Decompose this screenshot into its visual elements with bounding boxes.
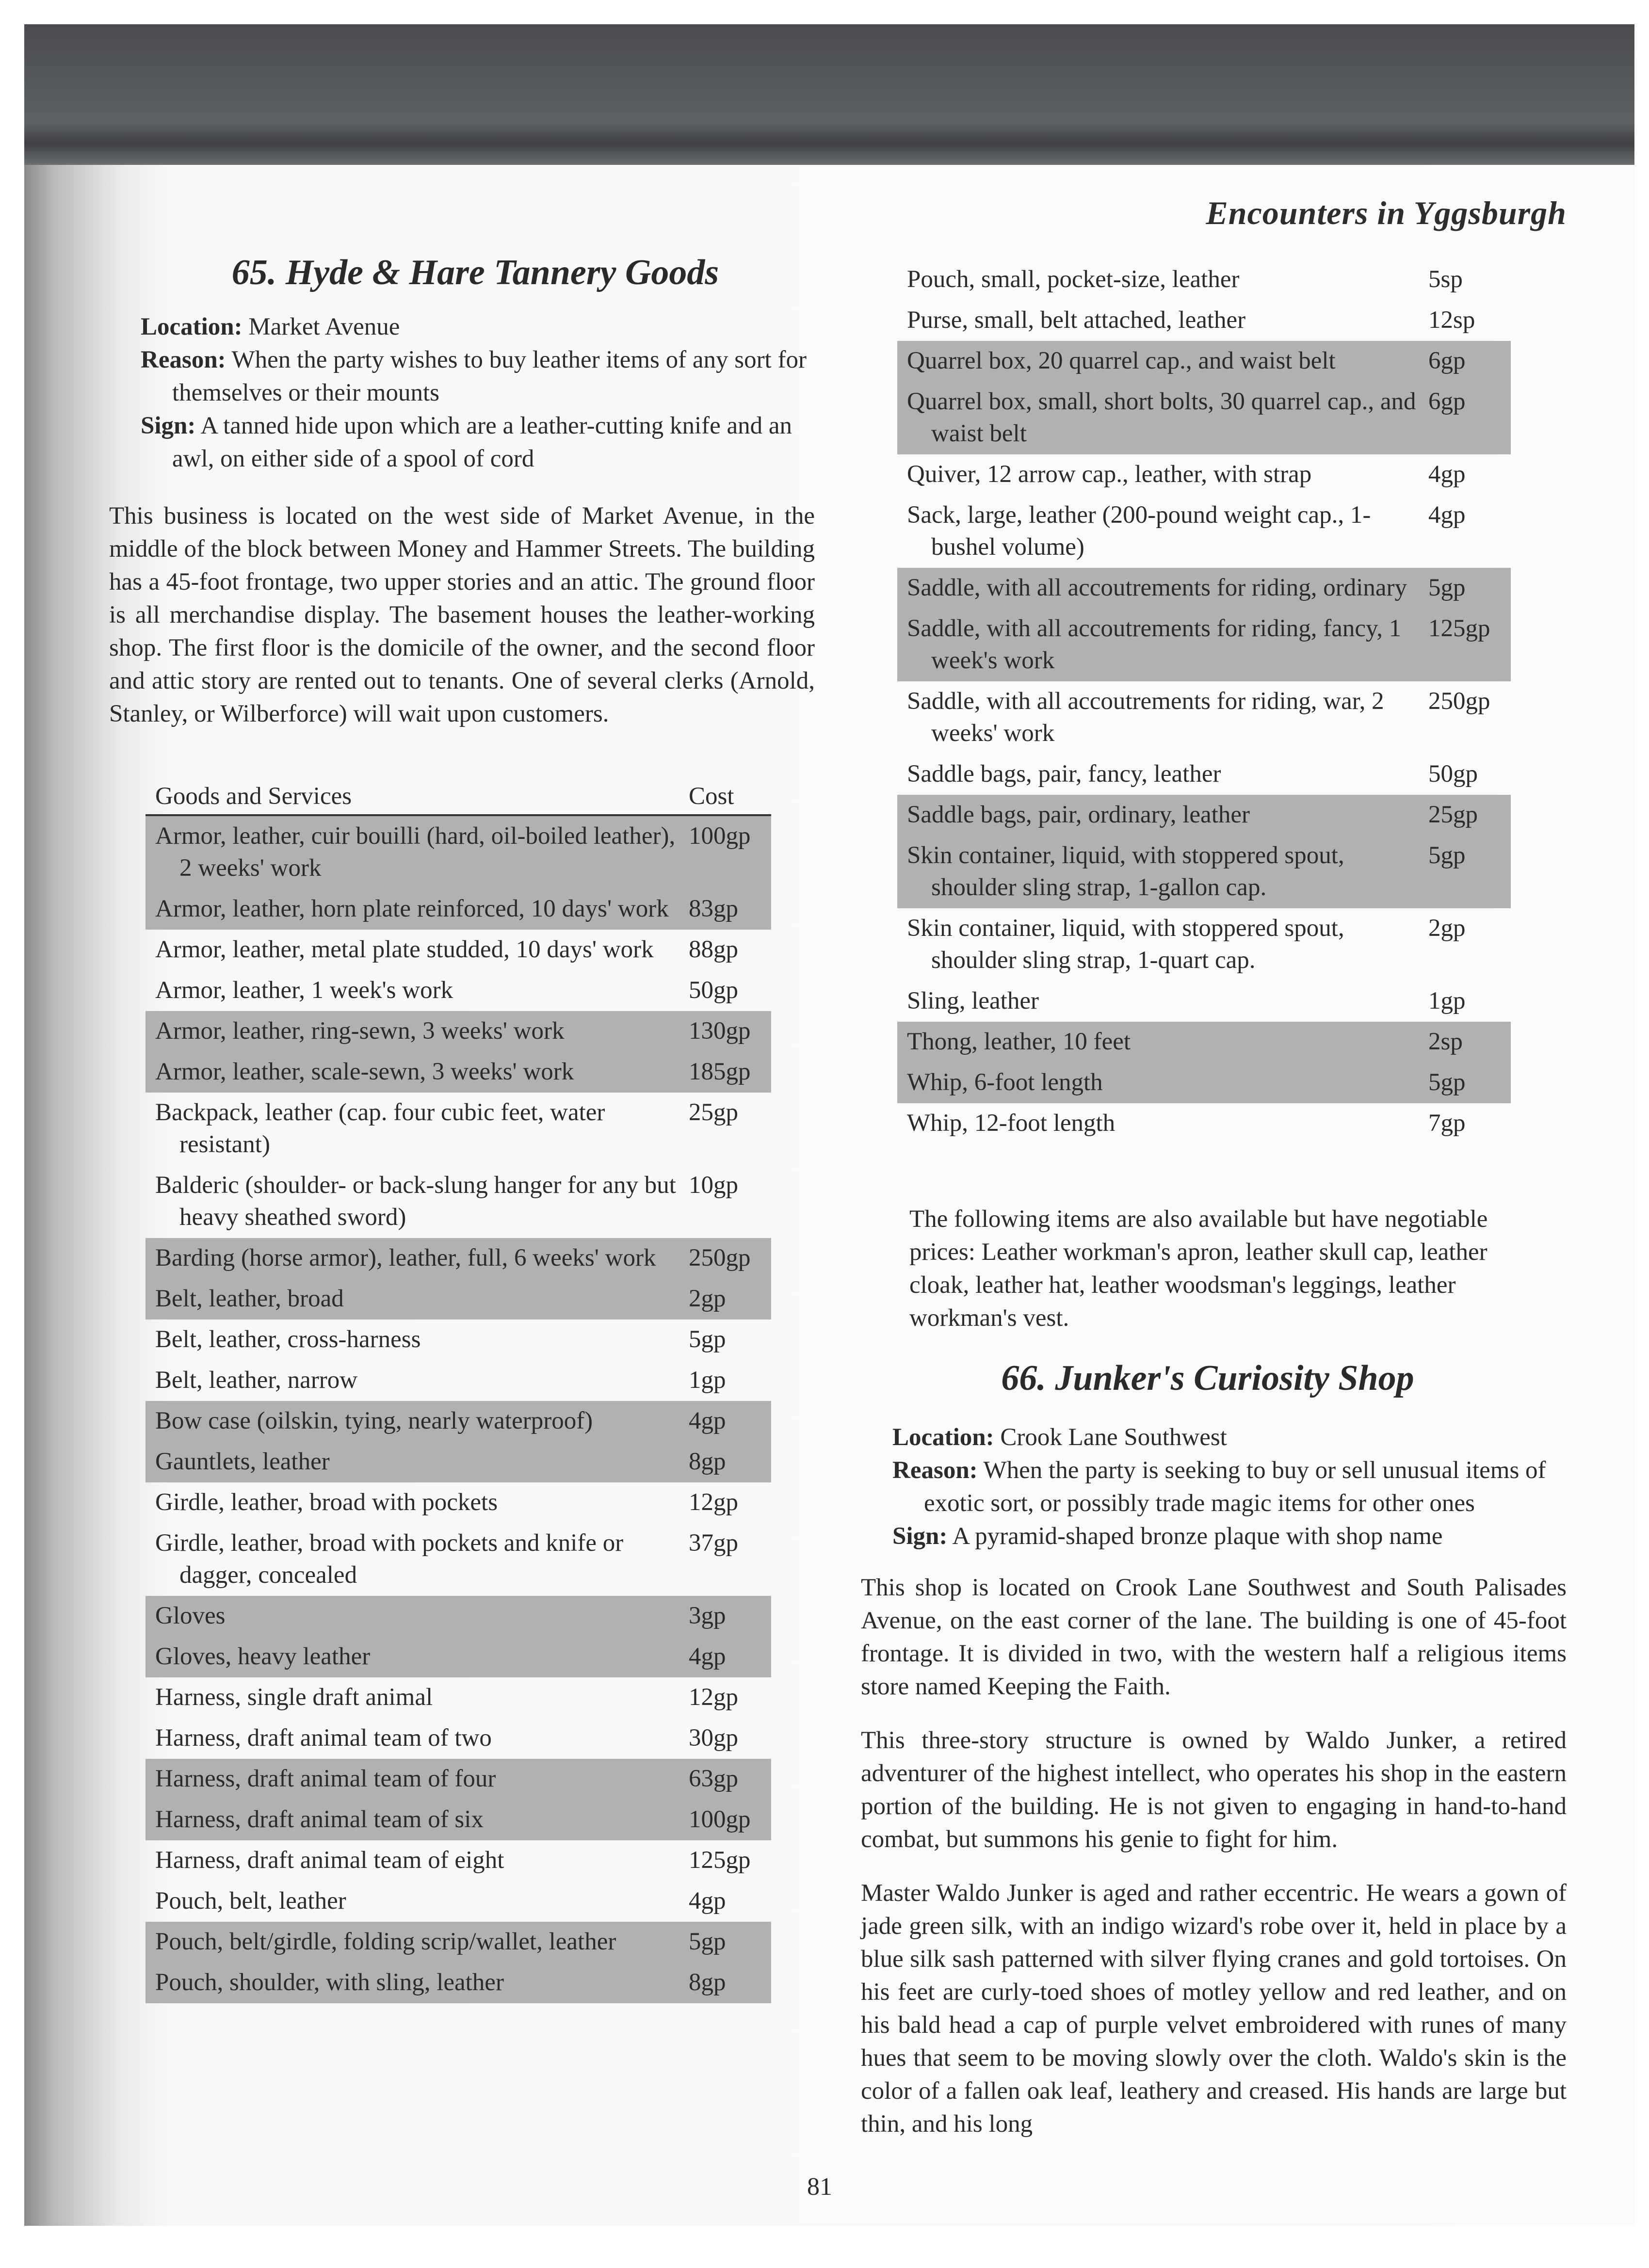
table-row [146,930,771,970]
table-row [146,1360,771,1401]
item-cost: 50gp [689,977,738,1004]
sign-line: Sign: A pyramid-shaped bronze plaque with shop name [892,1523,1443,1550]
item-cost: 4gp [1428,501,1466,529]
table-row [897,981,1511,1022]
item-name: Saddle, with all accoutrements for riding, ordinary [907,574,1407,601]
section-66-info [892,1421,1567,1553]
item-name: Backpack, leather (cap. four cubic feet, water resistant) [155,1099,605,1158]
table-row [146,816,771,889]
item-name: Saddle, with all accoutrements for riding, war, 2 weeks' work [907,688,1384,747]
item-name: Belt, leather, cross-harness [155,1326,421,1353]
table-row [146,1881,771,1922]
table-row [897,259,1511,300]
table-row [146,1677,771,1718]
item-cost: 12sp [1428,306,1475,334]
table-row [146,1093,771,1165]
item-cost: 8gp [689,1448,726,1475]
item-cost: 185gp [689,1058,751,1085]
item-name: Belt, leather, broad [155,1285,344,1312]
item-name: Skin container, liquid, with stoppered spout, shoulder sling strap, 1-gallon cap. [907,842,1344,901]
item-cost: 4gp [689,1887,726,1914]
reason-line: Reason: When the party is seeking to buy or sell unusual items of exotic sort, or possibly trade magic items for other ones [892,1457,1546,1517]
table-row [897,382,1511,454]
item-name: Armor, leather, 1 week's work [155,977,453,1004]
item-cost: 3gp [689,1602,726,1629]
item-name: Whip, 12-foot length [907,1110,1116,1137]
item-name: Sack, large, leather (200-pound weight cap., 1-bushel volume) [907,501,1371,561]
table-row [897,495,1511,568]
item-name: Harness, draft animal team of eight [155,1847,504,1874]
table-row [146,1052,771,1093]
item-cost: 100gp [689,1806,751,1833]
item-name: Sling, leather [907,987,1039,1014]
item-cost: 4gp [689,1407,726,1434]
table-row [146,1401,771,1442]
item-cost: 6gp [1428,388,1466,415]
item-name: Pouch, small, pocket-size, leather [907,266,1240,293]
item-cost: 7gp [1428,1110,1466,1137]
item-name: Armor, leather, cuir bouilli (hard, oil-boiled leather), 2 weeks' work [155,822,676,882]
item-name: Quarrel box, 20 quarrel cap., and waist belt [907,347,1336,374]
table-row [146,889,771,930]
item-name: Gauntlets, leather [155,1448,330,1475]
section-65-title: 65. Hyde & Hare Tannery Goods [231,253,719,292]
table-row [146,1840,771,1881]
table-row [146,1962,771,2003]
table-row [146,1165,771,1238]
table-row [146,1718,771,1759]
item-cost: 50gp [1428,760,1478,788]
table-row [146,1596,771,1637]
item-cost: 5gp [689,1928,726,1955]
item-cost: 5gp [1428,574,1466,601]
item-name: Balderic (shoulder- or back-slung hanger for any but heavy sheathed sword) [155,1172,676,1231]
item-name: Gloves, heavy leather [155,1643,371,1670]
item-cost: 37gp [689,1529,738,1557]
table-row [897,300,1511,341]
item-name: Belt, leather, narrow [155,1367,358,1394]
item-cost: 25gp [1428,801,1478,828]
sign-line: Sign: A tanned hide upon which are a leather-cutting knife and an awl, on either side of a spool of cord [141,412,792,472]
item-cost: 8gp [689,1969,726,1996]
item-cost: 5gp [689,1326,726,1353]
item-name: Saddle, with all accoutrements for riding, fancy, 1 week's work [907,615,1402,674]
table-row [897,908,1511,981]
page-number: 81 [807,2173,832,2201]
item-cost: 5gp [1428,842,1466,869]
section-66-title: 66. Junker's Curiosity Shop [1001,1358,1414,1398]
location-line: Location: Crook Lane Southwest [892,1424,1227,1451]
item-name: Saddle bags, pair, fancy, leather [907,760,1221,788]
table-row [146,1319,771,1360]
table-row [897,1103,1511,1144]
item-name: Armor, leather, scale-sewn, 3 weeks' work [155,1058,574,1085]
item-name: Barding (horse armor), leather, full, 6 weeks' work [155,1244,656,1271]
item-cost: 2gp [1428,915,1466,942]
item-cost: 12gp [689,1489,738,1516]
item-name: Gloves [155,1602,226,1629]
item-name: Quiver, 12 arrow cap., leather, with strap [907,461,1312,488]
goods-table-right [897,259,1511,1144]
table-row [146,1759,771,1800]
table-row [146,1482,771,1523]
item-name: Armor, leather, ring-sewn, 3 weeks' work [155,1017,565,1045]
table-row [897,1062,1511,1103]
header-cost: Cost [689,783,734,810]
item-cost: 2gp [689,1285,726,1312]
item-cost: 5gp [1428,1069,1466,1096]
scan-top-shadow [24,24,1634,165]
item-cost: 25gp [689,1099,738,1126]
item-cost: 125gp [689,1847,751,1874]
item-cost: 250gp [1428,688,1490,715]
table-row [146,970,771,1011]
item-name: Pouch, belt/girdle, folding scrip/wallet, leather [155,1928,616,1955]
item-cost: 6gp [1428,347,1466,374]
item-cost: 1gp [689,1367,726,1394]
item-cost: 2sp [1428,1028,1463,1055]
reason-line: Reason: When the party wishes to buy leather items of any sort for themselves or their mounts [141,346,807,406]
section-66-para-3: Master Waldo Junker is aged and rather eccentric. He wears a gown of jade green silk, with an indigo wizard's robe over it, held in place by a blue silk sash patterned with silver flying cranes and gold tortoises. On his feet are curly-toed shoes of motley yellow and red leather, and on his bald head a cap of purple velvet embroidered with runes of many hues that seem to be moving slowly over the cloth. Waldo's skin is the color of a fallen oak leaf, leathery and creased. His hands are large but thin, and his long [861,1880,1567,2138]
item-name: Harness, draft animal team of two [155,1724,492,1752]
item-name: Pouch, shoulder, with sling, leather [155,1969,504,1996]
table-row [897,609,1511,681]
table-row [897,341,1511,382]
item-cost: 100gp [689,822,751,850]
item-name: Saddle bags, pair, ordinary, leather [907,801,1250,828]
item-cost: 12gp [689,1684,738,1711]
section-65-info [141,310,815,475]
negotiable-note: The following items are also available but have negotiable prices: Leather workman's apron, leather skull cap, leather cloak, leather hat, leather woodsman's leggings, leather workman's vest. [909,1206,1488,1332]
item-name: Purse, small, belt attached, leather [907,306,1246,334]
item-name: Armor, leather, metal plate studded, 10 days' work [155,936,654,963]
item-name: Harness, draft animal team of four [155,1765,496,1792]
item-cost: 63gp [689,1765,738,1792]
table-row [897,795,1511,836]
item-cost: 10gp [689,1172,738,1199]
item-cost: 5sp [1428,266,1463,293]
table-row [146,1637,771,1677]
table-row [146,1523,771,1596]
item-name: Girdle, leather, broad with pockets and knife or dagger, concealed [155,1529,624,1589]
goods-table-left [146,778,771,2003]
item-name: Harness, draft animal team of six [155,1806,484,1833]
table-row [897,454,1511,495]
item-cost: 4gp [1428,461,1466,488]
table-row [146,1238,771,1279]
item-cost: 88gp [689,936,738,963]
table-row [897,836,1511,908]
section-66-para-2: This three-story structure is owned by Waldo Junker, a retired adventurer of the highest intellect, who operates his shop in the eastern portion of the building. He is not given to engaging in hand-to-hand combat, but summons his genie to fight for him. [861,1727,1567,1853]
table-header [146,778,771,816]
table-row [146,1442,771,1482]
item-name: Armor, leather, horn plate reinforced, 10 days' work [155,895,669,922]
item-cost: 4gp [689,1643,726,1670]
table-row [897,681,1511,754]
item-cost: 30gp [689,1724,738,1752]
section-65-description: This business is located on the west side of Market Avenue, in the middle of the block between Money and Hammer Streets. The building has a 45-foot frontage, two upper stories and an attic. The ground floor is all merchandise display. The basement houses the leather-working shop. The first floor is the domicile of the owner, and the second floor and attic story are rented out to tenants. One of several clerks (Arnold, Stanley, or Wilberforce) will wait upon customers. [109,502,815,727]
item-cost: 125gp [1428,615,1490,642]
running-header: Encounters in Yggsburgh [1206,194,1567,231]
location-line: Location: Market Avenue [141,313,400,340]
table-row [146,1800,771,1840]
item-cost: 1gp [1428,987,1466,1014]
item-cost: 83gp [689,895,738,922]
table-body-continued [897,259,1511,1144]
item-name: Skin container, liquid, with stoppered spout, shoulder sling strap, 1-quart cap. [907,915,1344,974]
table-row [146,1011,771,1052]
table-row [146,1922,771,1962]
header-goods: Goods and Services [155,783,352,810]
item-name: Thong, leather, 10 feet [907,1028,1131,1055]
item-name: Bow case (oilskin, tying, nearly waterproof) [155,1407,593,1434]
table-row [897,1022,1511,1062]
item-name: Pouch, belt, leather [155,1887,346,1914]
table-row [897,754,1511,795]
item-name: Whip, 6-foot length [907,1069,1103,1096]
item-name: Harness, single draft animal [155,1684,433,1711]
item-name: Girdle, leather, broad with pockets [155,1489,498,1516]
item-name: Quarrel box, small, short bolts, 30 quarrel cap., and waist belt [907,388,1416,447]
item-cost: 250gp [689,1244,751,1271]
section-66-para-1: This shop is located on Crook Lane Southwest and South Palisades Avenue, on the east corner of the lane. The building is one of 45-foot frontage. It is divided in two, with the western half a religious items store named Keeping the Faith. [861,1574,1567,1700]
item-cost: 130gp [689,1017,751,1045]
table-row [897,568,1511,609]
table-row [146,1279,771,1319]
table-body [146,816,771,2003]
